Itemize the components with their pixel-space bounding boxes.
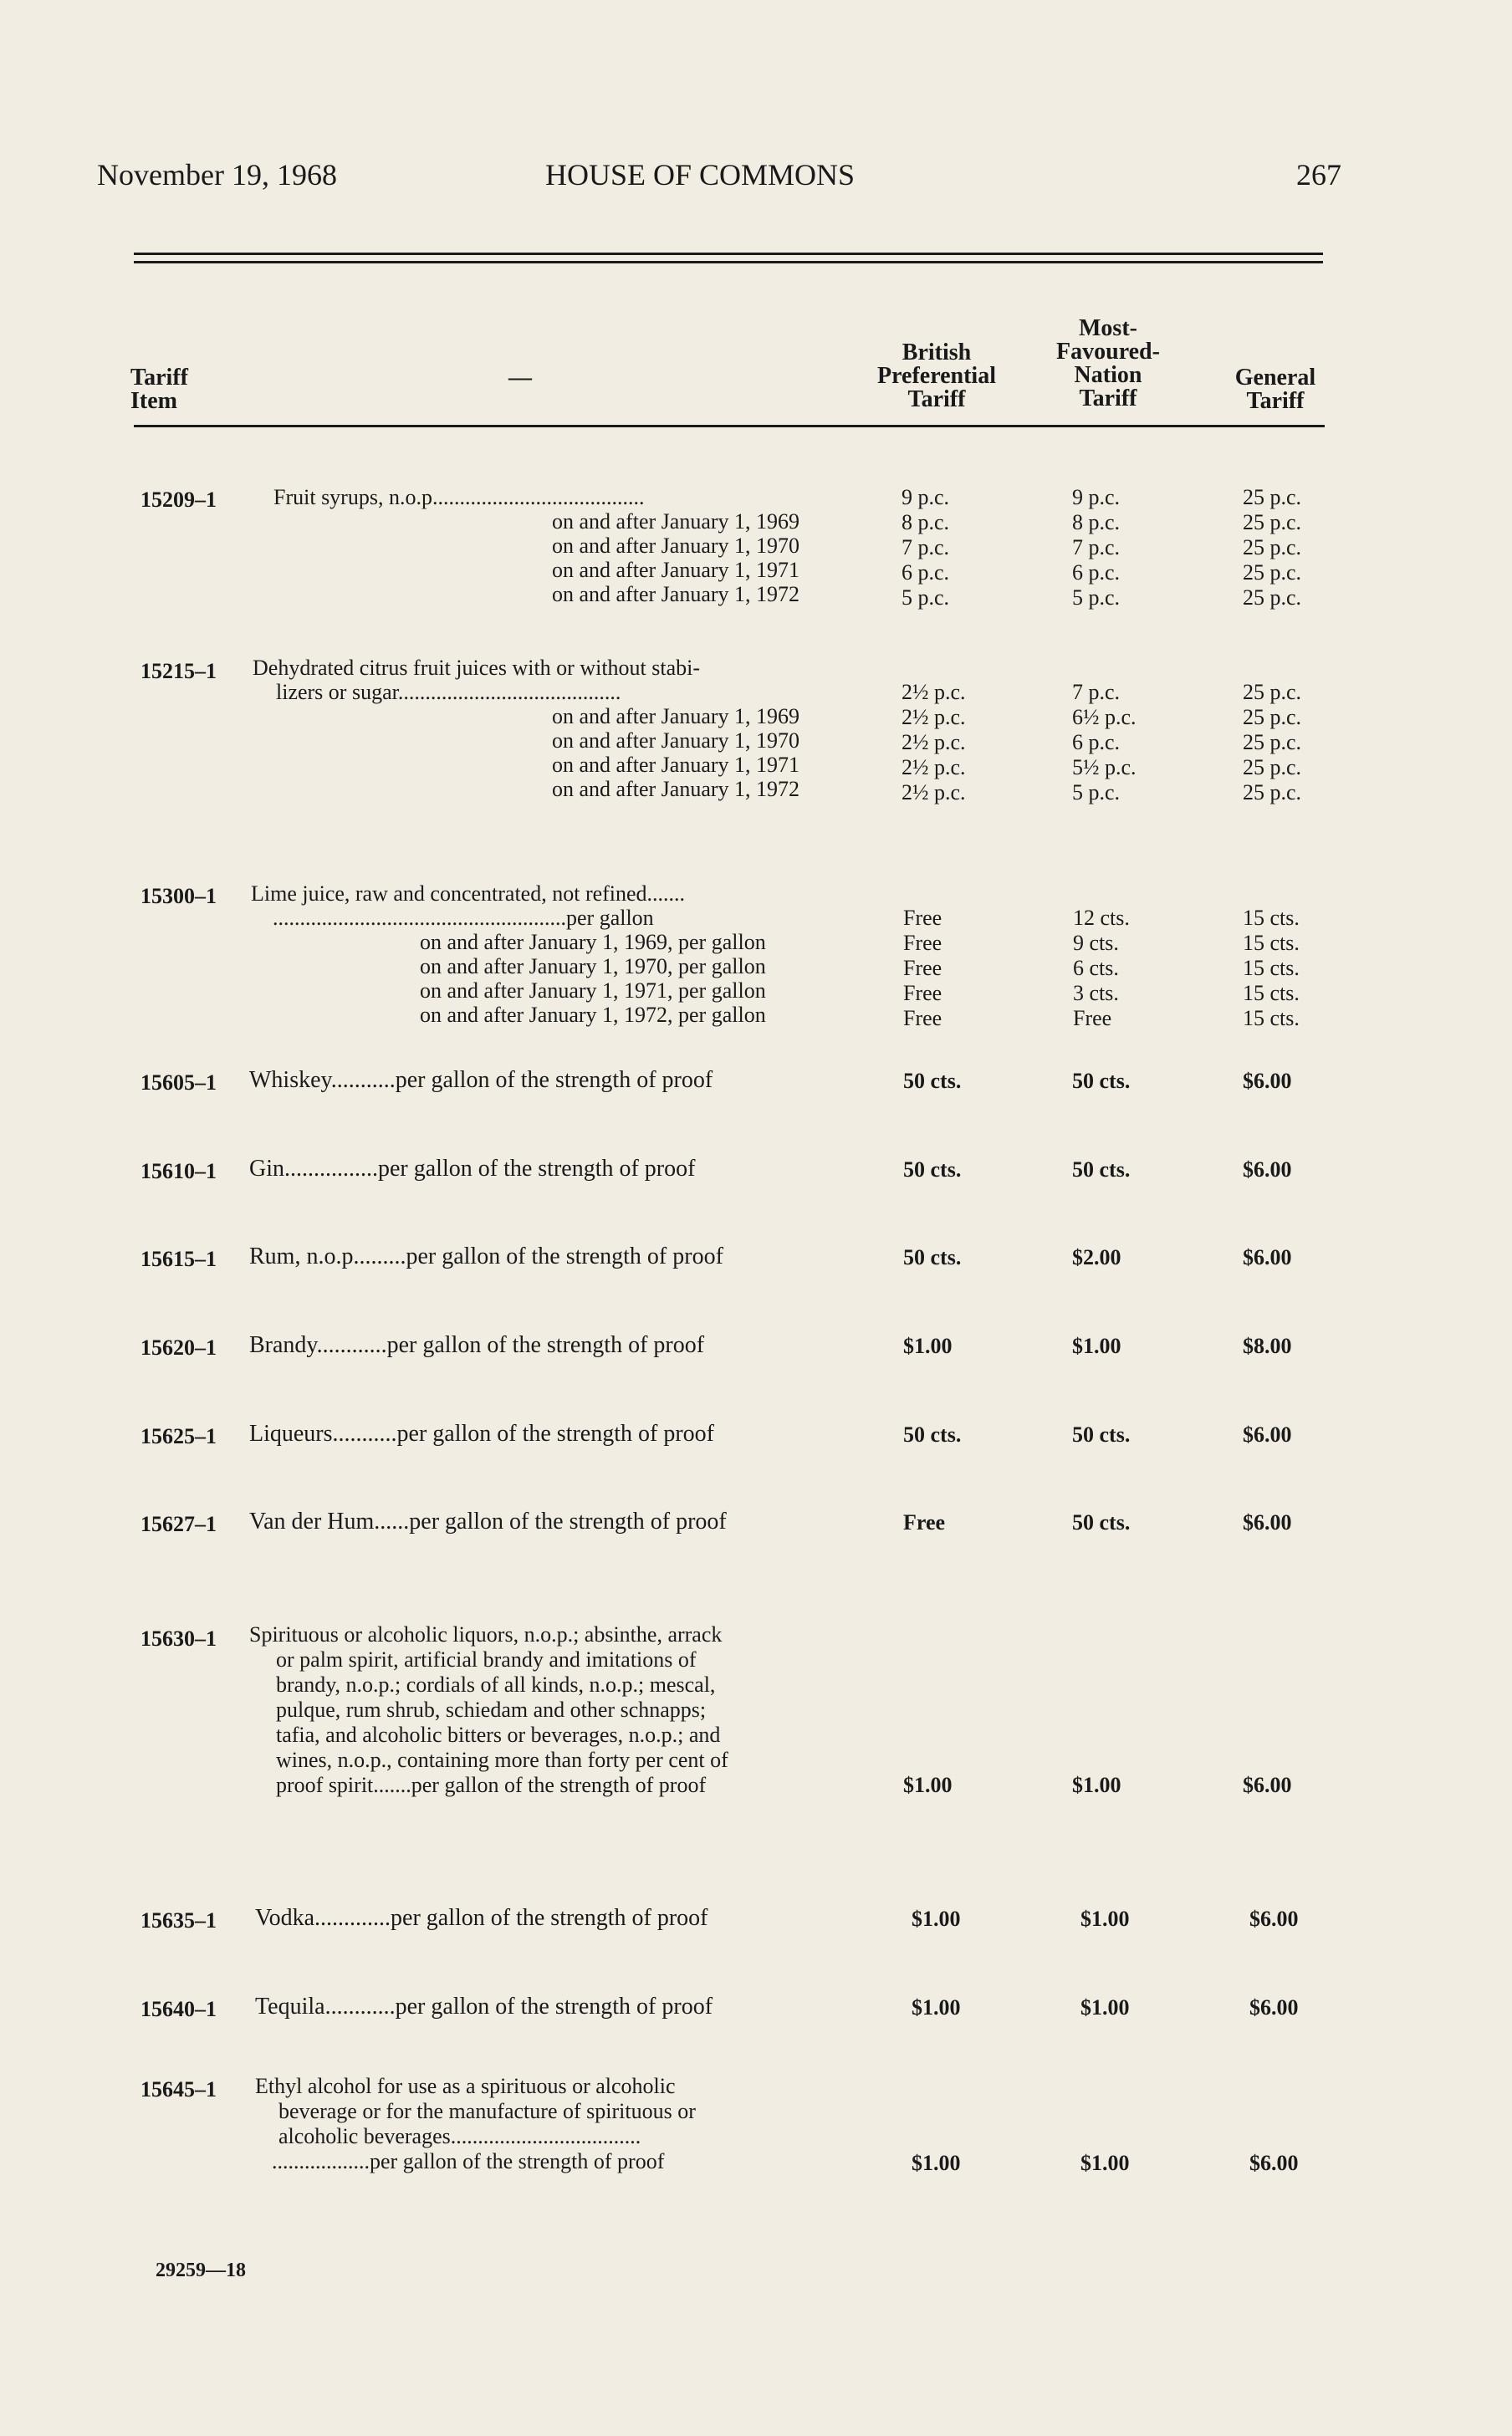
general-values: 15 cts. 15 cts. 15 cts. 15 cts. 15 cts. bbox=[1243, 906, 1300, 1030]
col-header-item: Tariff Item bbox=[130, 365, 188, 414]
top-rule bbox=[134, 253, 1323, 255]
general-value: $6.00 bbox=[1249, 1995, 1299, 2020]
bp-value: $1.00 bbox=[912, 2151, 961, 2175]
desc-line: on and after January 1, 1971, per gallon bbox=[420, 978, 766, 1003]
desc-line: Vodka.............per gallon of the strength of proof bbox=[255, 1905, 708, 1931]
header-date: November 19, 1968 bbox=[97, 158, 337, 192]
general-value: $6.00 bbox=[1243, 1069, 1292, 1093]
desc-line: ......................................................per gallon bbox=[273, 906, 654, 930]
tariff-item: 15300–1 bbox=[140, 884, 217, 908]
col-header-mfn: Most- Favoured- Nation Tariff bbox=[1056, 315, 1160, 411]
mfn-value: 50 cts. bbox=[1072, 1510, 1131, 1535]
desc-line: on and after January 1, 1970 bbox=[552, 534, 800, 558]
mfn-value: $1.00 bbox=[1072, 1334, 1121, 1358]
general-value: $6.00 bbox=[1249, 1907, 1299, 1931]
general-value: $6.00 bbox=[1243, 1422, 1292, 1447]
bp-value: 50 cts. bbox=[903, 1422, 962, 1447]
desc-line: Lime juice, raw and concentrated, not refined....... bbox=[251, 881, 686, 906]
desc-line: Liqueurs...........per gallon of the strength of proof bbox=[249, 1421, 714, 1447]
mfn-value: 50 cts. bbox=[1072, 1069, 1131, 1093]
tariff-item: 15630–1 bbox=[140, 1627, 217, 1651]
tariff-item: 15209–1 bbox=[140, 488, 217, 512]
tariff-item: 15605–1 bbox=[140, 1070, 217, 1095]
header-title: HOUSE OF COMMONS bbox=[545, 158, 856, 192]
bp-value: $1.00 bbox=[912, 1907, 961, 1931]
bp-value: 50 cts. bbox=[903, 1245, 962, 1269]
bp-value: $1.00 bbox=[903, 1334, 953, 1358]
desc-line: Dehydrated citrus fruit juices with or without stabi- bbox=[253, 656, 701, 680]
desc-line: on and after January 1, 1969 bbox=[552, 509, 800, 534]
tariff-item: 15635–1 bbox=[140, 1908, 217, 1933]
mfn-value: 50 cts. bbox=[1072, 1422, 1131, 1447]
general-values: 25 p.c. 25 p.c. 25 p.c. 25 p.c. 25 p.c. bbox=[1243, 485, 1302, 610]
desc-line: Whiskey...........per gallon of the strength of proof bbox=[249, 1067, 713, 1093]
desc-line: lizers or sugar......................................... bbox=[276, 680, 621, 704]
mfn-value: $1.00 bbox=[1072, 1773, 1121, 1797]
desc-line: Tequila............per gallon of the strength of proof bbox=[255, 1994, 713, 2020]
general-value: $6.00 bbox=[1243, 1773, 1292, 1797]
desc-line: Fruit syrups, n.o.p....................................... bbox=[273, 485, 645, 509]
desc-line: on and after January 1, 1971 bbox=[552, 558, 800, 582]
general-value: $8.00 bbox=[1243, 1334, 1292, 1358]
bp-value: 50 cts. bbox=[903, 1069, 962, 1093]
desc-line: on and after January 1, 1969, per gallon bbox=[420, 930, 766, 954]
col-header-general: General Tariff bbox=[1234, 365, 1316, 414]
desc-line: Brandy............per gallon of the strength of proof bbox=[249, 1332, 705, 1358]
tariff-item: 15215–1 bbox=[140, 659, 217, 683]
general-value: $6.00 bbox=[1243, 1245, 1292, 1269]
tariff-item: 15645–1 bbox=[140, 2077, 217, 2101]
tariff-item: 15627–1 bbox=[140, 1512, 217, 1536]
bp-value: 50 cts. bbox=[903, 1157, 962, 1182]
tariff-item: 15625–1 bbox=[140, 1424, 217, 1448]
desc-line: on and after January 1, 1972 bbox=[552, 777, 800, 801]
mfn-value: $1.00 bbox=[1080, 1907, 1130, 1931]
desc-line: on and after January 1, 1969 bbox=[552, 704, 800, 728]
bp-values: Free Free Free Free Free bbox=[903, 906, 942, 1030]
multiline-description: Ethyl alcohol for use as a spirituous or alcoholic beverage or for the manufacture of spirituous or alcoholic beverages................................... ..................per gallon of the strength of proof bbox=[255, 2074, 696, 2173]
mfn-value: $1.00 bbox=[1080, 1995, 1130, 2020]
mfn-value: 50 cts. bbox=[1072, 1157, 1131, 1182]
top-rule-2 bbox=[134, 261, 1323, 263]
general-value: $6.00 bbox=[1243, 1157, 1292, 1182]
bp-value: $1.00 bbox=[912, 1995, 961, 2020]
desc-line: Van der Hum......per gallon of the strength of proof bbox=[249, 1509, 727, 1535]
footer-code: 29259—18 bbox=[156, 2260, 246, 2281]
tariff-item: 15615–1 bbox=[140, 1247, 217, 1271]
desc-line: Gin................per gallon of the strength of proof bbox=[249, 1156, 696, 1182]
mfn-value: $1.00 bbox=[1080, 2151, 1130, 2175]
tariff-item: 15610–1 bbox=[140, 1159, 217, 1183]
header-rule bbox=[134, 425, 1325, 427]
desc-line: on and after January 1, 1972 bbox=[552, 582, 800, 606]
desc-line: on and after January 1, 1971 bbox=[552, 753, 800, 777]
general-values: 25 p.c. 25 p.c. 25 p.c. 25 p.c. 25 p.c. bbox=[1243, 680, 1302, 804]
desc-line: Rum, n.o.p.........per gallon of the strength of proof bbox=[249, 1244, 723, 1269]
general-value: $6.00 bbox=[1249, 2151, 1299, 2175]
col-header-desc: — bbox=[508, 365, 532, 391]
mfn-value: $2.00 bbox=[1072, 1245, 1121, 1269]
tariff-item: 15620–1 bbox=[140, 1335, 217, 1360]
col-header-british-preferential: British Preferential Tariff bbox=[876, 340, 996, 412]
bp-value: Free bbox=[903, 1510, 946, 1535]
mfn-values: 12 cts. 9 cts. 6 cts. 3 cts. Free bbox=[1073, 906, 1130, 1030]
mfn-values: 9 p.c. 8 p.c. 7 p.c. 6 p.c. 5 p.c. bbox=[1072, 485, 1121, 610]
page-number: 267 bbox=[1296, 158, 1341, 192]
mfn-values: 7 p.c. 6½ p.c. 6 p.c. 5½ p.c. 5 p.c. bbox=[1072, 680, 1137, 804]
multiline-description: Spirituous or alcoholic liquors, n.o.p.; absinthe, arrack or palm spirit, artificial brandy and imitations of brandy, n.o.p.; cordials of all kinds, n.o.p.; mescal, pulque, rum shrub, schiedam and other schnapps; tafia, and alcoholic bitters or beverages, n.o.p.; and wines, n.o.p., containing more than forty per cent of proof spirit.......per gallon of the strength of proof bbox=[249, 1622, 728, 1797]
general-value: $6.00 bbox=[1243, 1510, 1292, 1535]
bp-values: 9 p.c. 8 p.c. 7 p.c. 6 p.c. 5 p.c. bbox=[902, 485, 950, 610]
desc-line: on and after January 1, 1970 bbox=[552, 728, 800, 753]
bp-value: $1.00 bbox=[903, 1773, 953, 1797]
bp-values: 2½ p.c. 2½ p.c. 2½ p.c. 2½ p.c. 2½ p.c. bbox=[902, 680, 966, 804]
desc-line: on and after January 1, 1970, per gallon bbox=[420, 954, 766, 978]
desc-line: on and after January 1, 1972, per gallon bbox=[420, 1003, 766, 1027]
tariff-item: 15640–1 bbox=[140, 1997, 217, 2021]
